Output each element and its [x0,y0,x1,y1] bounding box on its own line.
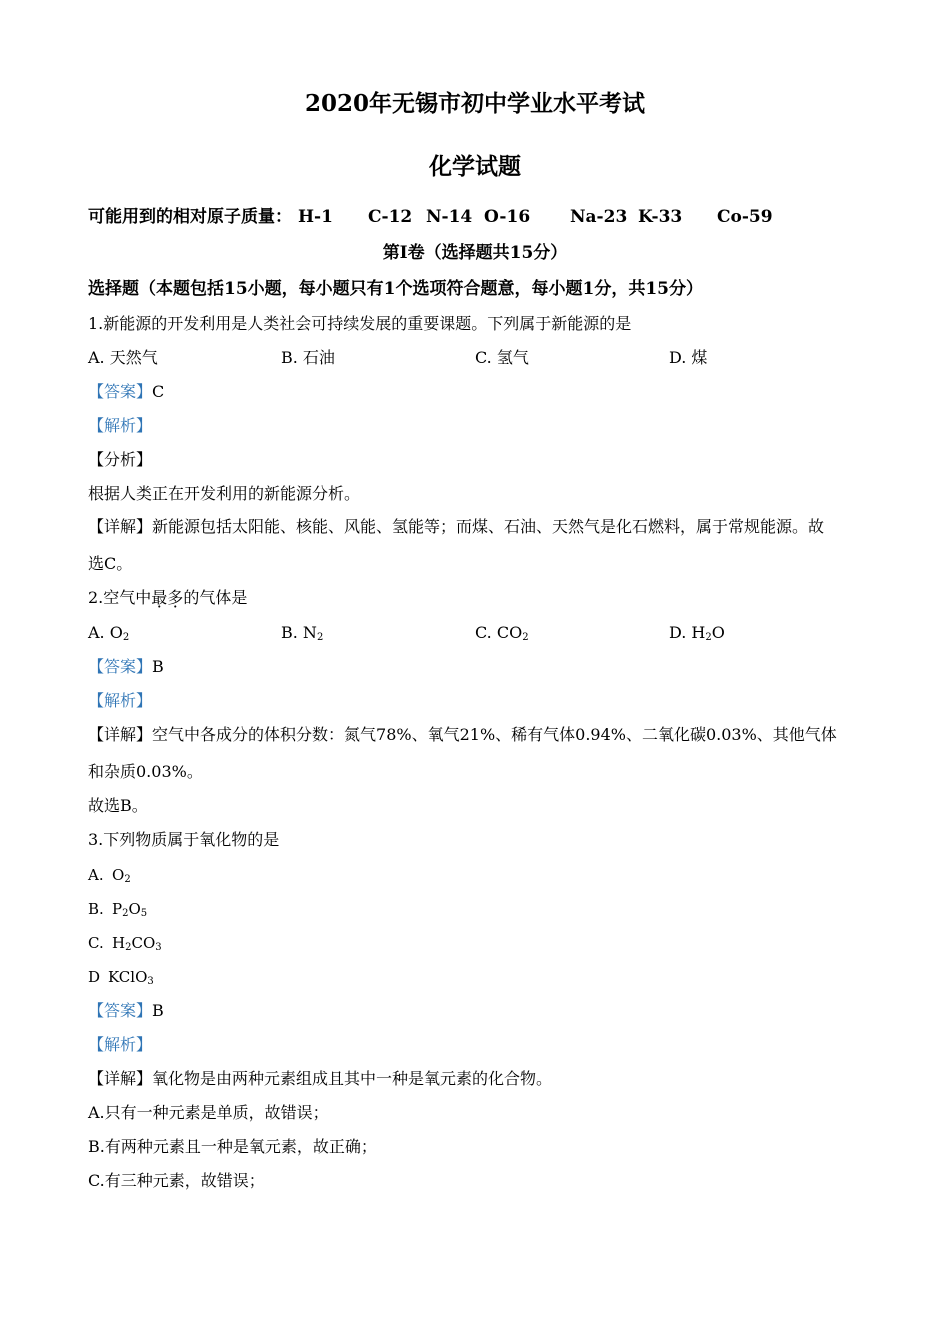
option-label: C. [88,934,104,952]
option-text: C. CO [475,623,523,642]
mass-c: C-12 [368,207,413,227]
q2-stem-pre: 2.空气中 [88,588,152,607]
option-formula: CO [131,934,156,952]
mass-n: N-14 [426,207,473,227]
q1-fenxi-tag: 【分析】 [88,450,153,469]
q2-stem [88,588,247,608]
q1-stem: 1.新能源的开发利用是人类社会可持续发展的重要课题。下列属于新能源的是 [88,314,632,333]
q2-analysis-tag: 【解析】 [88,691,153,710]
detail-text: 空气中各成分的体积分数：氮气78%、氧气21%、稀有气体0.94%、二氧化碳0.03%、其他气体 [152,725,837,744]
option-label: A. [88,866,104,884]
answer-value: B [152,1001,164,1020]
option-label: D [88,968,101,986]
q3-option-a [88,865,131,885]
q2-option-b [281,623,323,643]
answer-tag: 【答案】 [88,382,153,401]
subscript: 2 [316,632,324,643]
q2-stem-emphasis-1: 最 [151,588,168,607]
q3-option-b [88,899,147,919]
option-formula: O [128,900,141,918]
subscript: 2 [122,632,130,643]
mass-h: H-1 [298,207,333,227]
option-formula: H [112,934,126,952]
section-title: 第Ⅰ卷（选择题共15分） [382,243,568,263]
answer-tag: 【答案】 [88,1001,153,1020]
q3-analysis-tag: 【解析】 [88,1035,153,1054]
detail-text: 氧化物是由两种元素组成且其中一种是氧元素的化合物。 [152,1069,553,1088]
q3-detail [88,1069,552,1089]
q1-option-a: A. 天然气 [88,348,158,367]
subscript: 2 [124,874,131,885]
q3-explain-c: C.有三种元素，故错误； [88,1171,265,1190]
detail-tag: 【详解】 [88,1069,153,1088]
q2-detail-line2: 和杂质0.03%。 [88,762,203,781]
mass-o: O-16 [484,207,531,227]
q3-option-d [88,967,154,987]
q2-option-a [88,623,129,643]
option-text: B. N [281,623,317,642]
exam-title: 2020年无锡市初中学业水平考试 [304,90,645,117]
q3-explain-b: B.有两种元素且一种是氧元素，故正确； [88,1137,377,1156]
mass-co: Co-59 [717,207,773,227]
subscript: 5 [140,908,148,919]
section-instructions: 选择题（本题包括15小题，每小题只有1个选项符合题意，每小题1分，共15分） [88,279,703,299]
q2-stem-emphasis-2: 多 [167,588,184,607]
q1-option-c: C. 氢气 [475,348,529,367]
detail-tag: 【详解】 [88,517,153,536]
subscript: 3 [147,976,154,987]
q1-analysis-tag: 【解析】 [88,416,153,435]
q1-option-d: D. 煤 [669,348,708,367]
option-text: D. H [669,623,706,642]
option-label: B. [88,900,104,918]
answer-value: B [152,657,164,676]
q2-option-d [669,623,725,643]
mass-k: K-33 [638,207,683,227]
q1-detail [88,517,824,537]
answer-value: C [152,382,165,401]
q2-conclusion: 故选B。 [88,796,148,815]
detail-tag: 【详解】 [88,725,153,744]
q3-stem: 3.下列物质属于氧化物的是 [88,830,280,849]
q1-answer [88,382,164,402]
q3-option-c [88,933,162,953]
q1-detail-line2: 选C。 [88,554,133,573]
subscript: 2 [125,942,132,953]
q2-stem-post: 的气体是 [183,588,248,607]
q2-detail [88,725,837,745]
subject-title: 化学试题 [429,153,521,180]
option-text-tail: O [711,623,725,642]
subscript: 2 [122,908,129,919]
atomic-mass-label: 可能用到的相对原子质量： [88,207,292,227]
subscript: 3 [155,942,162,953]
option-formula: KClO [108,968,148,986]
q2-answer [88,657,164,677]
q1-fenxi-text: 根据人类正在开发利用的新能源分析。 [88,484,361,503]
answer-tag: 【答案】 [88,657,153,676]
option-formula: P [112,900,123,918]
option-text: A. O [88,623,123,642]
q1-option-b: B. 石油 [281,348,335,367]
mass-na: Na-23 [570,207,628,227]
subscript: 2 [705,632,712,643]
option-formula: O [112,866,125,884]
atomic-mass-line [88,207,773,227]
q3-answer [88,1001,164,1021]
subscript: 2 [522,632,529,643]
q3-explain-a: A.只有一种元素是单质，故错误； [88,1103,329,1122]
detail-text: 新能源包括太阳能、核能、风能、氢能等；而煤、石油、天然气是化石燃料，属于常规能源。故 [152,517,825,536]
q2-option-c [475,623,529,643]
